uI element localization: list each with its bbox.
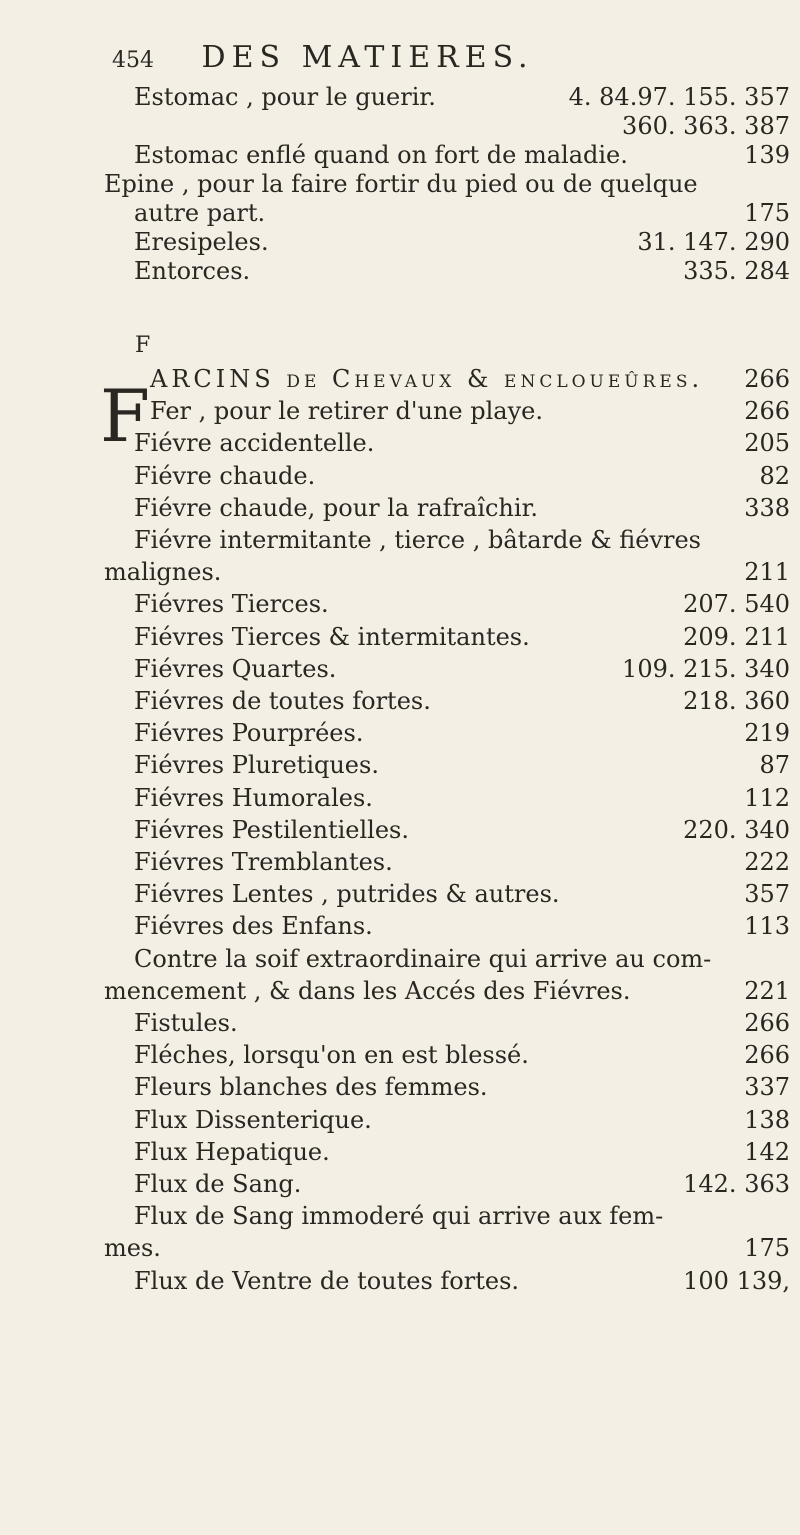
entry-text: Fiévres Humorales. [134,783,373,812]
index-entry [0,1006,800,1040]
entry-page-refs: 113 [744,912,790,941]
entry-text: Flux Dissenterique. [134,1105,372,1134]
entry-page-refs: 266 [744,365,790,393]
page-number: 454 [112,48,154,73]
entry-text: malignes. [104,558,222,587]
index-entry [0,974,800,1008]
index-entry [0,1070,800,1104]
entry-text: Epine , pour la faire fortir du pied ou de quelque [104,170,698,198]
entry-text: Fleurs blanches des femmes. [134,1073,488,1102]
entry-page-refs: 266 [744,1041,790,1070]
index-entry [0,748,800,782]
entry-page-refs: 221 [744,976,790,1005]
index-entry [0,684,800,718]
entry-text: Contre la soif extraordinaire qui arrive au com- [134,944,712,973]
entry-text: Fiévres Pourprées. [134,719,364,748]
entry-text: autre part. [134,199,266,227]
section-letter: F [135,333,151,358]
entry-page-refs: 222 [744,848,790,876]
index-entry [0,587,800,621]
index-entry [0,909,800,943]
entry-text: Fiévres Pestilentielles. [134,815,409,844]
entry-text: Flux de Ventre de toutes fortes. [134,1266,520,1295]
entry-text: Flux de Sang. [134,1170,302,1198]
entry-page-refs: 220. 340 [683,815,790,844]
entry-page-refs: 82 [759,461,790,490]
entry-text: Estomac enflé quand on fort de maladie. [134,141,628,169]
index-entry [0,1264,800,1298]
entry-text: Fiévres Tremblantes. [134,848,393,876]
entry-text: Flux de Sang immoderé qui arrive aux fem- [134,1202,664,1231]
entry-page-refs: 112 [744,783,790,812]
entry-text: Fiévres des Enfans. [134,912,373,941]
entry-page-refs: 338 [744,493,790,522]
index-entry [0,1167,800,1201]
entry-text: Fer , pour le retirer d'une playe. [150,397,543,426]
entry-text: Fiévres Tierces & intermitantes. [134,622,530,651]
entry-text: Eresipeles. [134,228,269,256]
entry-text: Fiévres Lentes , putrides & autres. [134,880,560,909]
index-entry [0,362,800,396]
entry-text: Fléches, lorsqu'on en est blessé. [134,1041,529,1070]
entry-page-refs: 266 [744,1009,790,1037]
entry-page-refs: 357 [744,880,790,909]
entry-page-refs: 142 [744,1137,790,1166]
page-title: DES MATIERES. [201,40,534,75]
drop-cap: F [100,374,150,458]
entry-page-refs: 205 [744,429,790,458]
index-entry [0,781,800,815]
entry-page-refs: 218. 360 [683,687,790,715]
entry-text: Fistules. [134,1009,238,1037]
entry-page-refs: 175 [744,199,790,227]
entry-page-refs: 211 [744,558,790,587]
entry-page-refs: 219 [744,719,790,748]
index-entry [0,1231,800,1265]
entry-page-refs: 175 [744,1234,790,1263]
entry-text: Fiévre intermitante , tierce , bâtarde & fiévres [134,526,701,554]
index-entry [0,813,800,847]
entry-page-refs: 100 139, [683,1266,790,1295]
entry-page-refs: 335. 284 [683,257,790,285]
entry-page-refs: 139 [744,141,790,169]
entry-page-refs: 337 [744,1073,790,1102]
entry-page-refs: 209. 211 [683,622,790,651]
entry-text: Estomac , pour le guerir. [134,83,436,111]
index-entry [0,523,800,557]
entry-page-refs: 109. 215. 340 [622,654,790,683]
entry-page-refs: 138 [744,1105,790,1134]
entry-text: Fiévres Tierces. [134,590,329,619]
index-entry [0,394,800,428]
index-entry [0,652,800,686]
entry-text: Fiévres Quartes. [134,654,337,683]
index-entry [0,491,800,525]
entry-page-refs: 207. 540 [683,590,790,619]
entry-text: Fiévre accidentelle. [134,429,375,458]
entry-page-refs: 142. 363 [683,1170,790,1198]
entry-text: mes. [104,1234,161,1263]
index-entry [0,459,800,493]
entry-text: Fiévres Pluretiques. [134,751,379,780]
index-entry [0,877,800,911]
index-entry [0,1103,800,1137]
entry-text: ARCINS de Chevaux & encloueûres. [150,365,704,393]
entry-page-refs: 360. 363. 387 [622,112,790,140]
entry-text: Fiévres de toutes fortes. [134,687,431,715]
entry-page-refs: 4. 84.97. 155. 357 [568,83,790,111]
index-entry [0,426,800,460]
entry-text: Fiévre chaude. [134,461,316,490]
index-entry [0,1038,800,1072]
index-entry [0,254,800,288]
entry-text: Entorces. [134,257,251,285]
page-header [112,40,534,75]
index-entry [0,555,800,589]
index-entry [0,1199,800,1233]
index-entry [0,1135,800,1169]
entry-page-refs: 266 [744,397,790,426]
entry-page-refs: 87 [759,751,790,780]
index-entry [0,620,800,654]
entry-text: mencement , & dans les Accés des Fiévres. [104,976,631,1005]
entry-page-refs: 31. 147. 290 [637,228,790,256]
entry-text: Fiévre chaude, pour la rafraîchir. [134,493,539,522]
entry-text: Flux Hepatique. [134,1137,330,1166]
index-entry [0,716,800,750]
index-entry [0,942,800,976]
index-entry [0,845,800,879]
